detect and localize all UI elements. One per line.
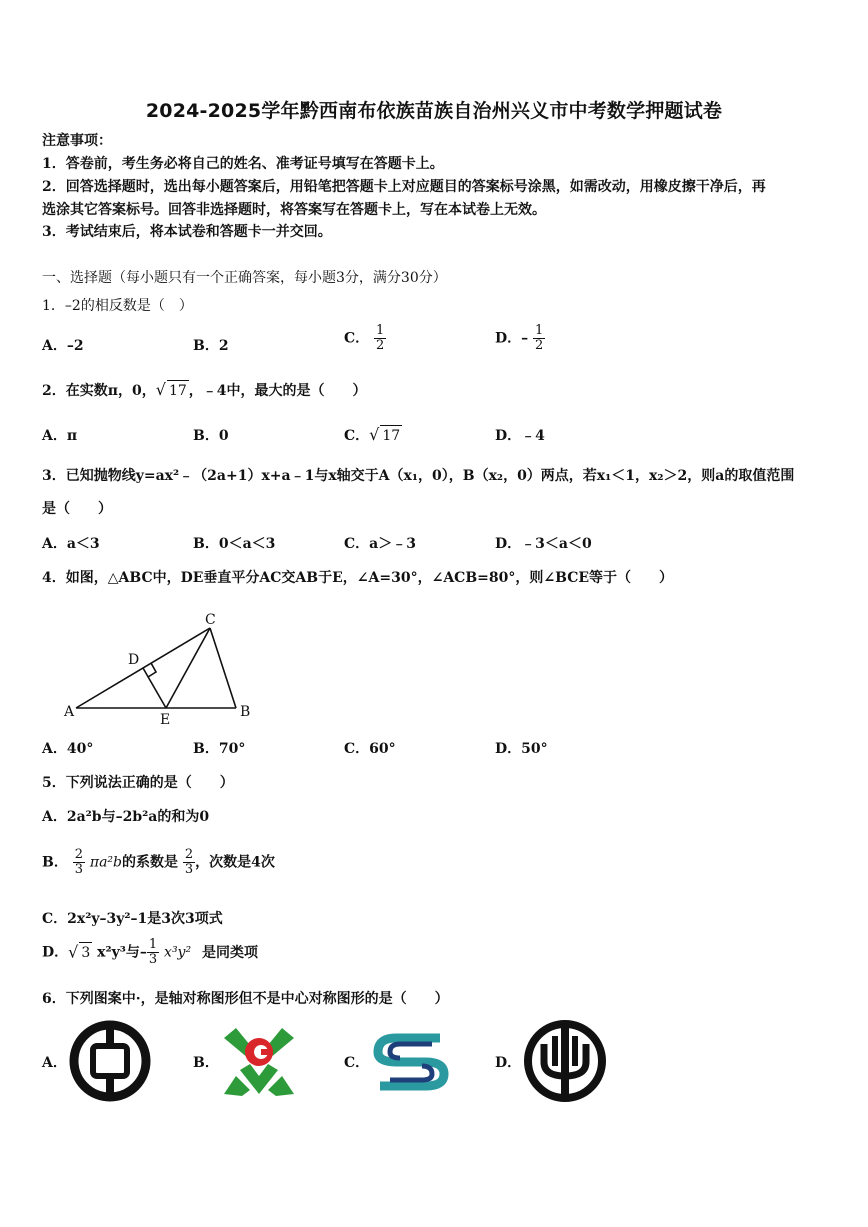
q2-option-a: A．π (42, 428, 78, 444)
q5-b-num2: 2 (184, 847, 194, 862)
q5-b-fraction (73, 848, 85, 877)
q2-option-d: D．﹣4 (495, 428, 545, 444)
q4-option-c: C．60° (344, 741, 396, 757)
triangle-figure (60, 608, 260, 728)
q5-b-expr: πa²b (89, 854, 122, 871)
q2-option-c (344, 425, 402, 446)
q5-d-label: D． (42, 944, 69, 961)
q1-option-c (344, 324, 386, 353)
q1-c-label: C． (344, 330, 370, 347)
label-c: C (205, 612, 216, 628)
q1-c-num: 1 (376, 323, 385, 338)
q1-option-b: B．2 (193, 338, 229, 354)
q1-d-label: D．– (495, 330, 529, 347)
agricultural-bank-logo (522, 1018, 608, 1104)
radical-sign: √ (155, 380, 166, 399)
q5-b-num: 2 (74, 847, 83, 862)
q3-option-a: A．a＜3 (42, 536, 100, 552)
page-title: 2024-2025学年黔西南布依族苗族自治州兴义市中考数学押题试卷 (145, 100, 723, 122)
notes-item-2a: 2．回答选择题时，选出每小题答案后，用铅笔把答题卡上对应题目的答案标号涂黑，如需改动，用橡皮擦干净后，再 (42, 179, 766, 195)
q2-stem (42, 380, 367, 401)
q5-b-den2: 3 (184, 862, 194, 877)
q1-c-den: 2 (376, 338, 385, 353)
q2-stem-a: 2．在实数π，0， (42, 383, 156, 399)
q6-option-b-label: B． (193, 1055, 219, 1071)
q5-option-c: C．2x²y–3y²–1是3次3项式 (42, 911, 223, 927)
q4-option-d: D．50° (495, 741, 548, 757)
q5-d-num: 1 (148, 937, 158, 952)
q5-b-tail: ，次数是4次 (195, 854, 275, 871)
q1-d-num: 1 (535, 323, 544, 338)
q6-option-c-label: C． (344, 1055, 370, 1071)
notes-item-2b: 选涂其它答案标号。回答非选择题时，将答案写在答题卡上，写在本试卷上无效。 (42, 202, 546, 218)
q1-option-d (495, 324, 545, 353)
q3-option-c: C．a＞﹣3 (344, 536, 416, 552)
q2-option-b: B．0 (193, 428, 229, 444)
q5-d-den: 3 (148, 952, 158, 967)
cmb-bank-logo (370, 1028, 452, 1094)
q5-d-expr: x³y² (164, 944, 192, 961)
label-e: E (160, 712, 171, 728)
q3-stem-line1: 3．已知抛物线y=ax²﹣（2a+1）x+a﹣1与x轴交于A（x₁，0），B（x₂，0）两点，若x₁＜1，x₂＞2，则a的取值范围 (42, 468, 795, 484)
segment-ce (166, 628, 210, 708)
notes-heading: 注意事项： (42, 133, 112, 149)
notes-item-1: 1．答卷前，考生务必将自己的姓名、准考证号填写在答题卡上。 (42, 156, 444, 172)
segment-cb (210, 628, 236, 708)
q1-stem: 1．–2的相反数是（ ） (42, 298, 193, 314)
q5-b-label: B． (42, 854, 68, 871)
label-b: B (240, 704, 251, 720)
bank-of-china-logo (67, 1018, 153, 1104)
q1-option-a: A．–2 (42, 338, 84, 354)
q5-d-tail: 是同类项 (201, 944, 258, 961)
q6-option-a-label: A． (42, 1055, 67, 1071)
q3-option-d: D．﹣3＜a＜0 (495, 536, 592, 552)
q5-d-mid: x²y³与– (97, 944, 147, 961)
q5-d-radicand: 3 (79, 942, 92, 963)
q4-option-b: B．70° (193, 741, 246, 757)
q1-d-den: 2 (535, 338, 544, 353)
radical-sign: √ (369, 425, 380, 444)
q5-b-den: 3 (74, 862, 83, 877)
q5-option-a: A．2a²b与–2b²a的和为0 (42, 809, 210, 825)
label-a: A (64, 704, 75, 720)
q1-c-fraction (374, 324, 386, 353)
label-d: D (128, 652, 140, 668)
q3-option-b: B．0＜a＜3 (193, 536, 276, 552)
q2-c-radicand: 17 (380, 425, 402, 446)
radical-sign: √ (68, 942, 79, 962)
q5-b-mid: 的系数是 (122, 854, 178, 871)
segment-de (143, 668, 166, 708)
q3-stem-line2: 是（ ） (42, 501, 112, 517)
q5-stem: 5．下列说法正确的是（ ） (42, 775, 234, 791)
q5-d-fraction (147, 938, 159, 967)
q4-option-a: A．40° (42, 741, 94, 757)
q5-b-fraction-2 (183, 848, 195, 877)
q4-stem: 4．如图，△ABC中，DE垂直平分AC交AB于E，∠A=30°，∠ACB=80°，则∠BCE等于（ ） (42, 570, 674, 586)
notes-item-3: 3．考试结束后，将本试卷和答题卡一并交回。 (42, 224, 332, 240)
q5-option-d (42, 938, 258, 967)
q6-option-d-label: D． (495, 1055, 522, 1071)
q5-option-b (42, 848, 275, 877)
q1-d-fraction (533, 324, 545, 353)
q6-stem: 6．下列图案中·，是轴对称图形但不是中心对称图形的是（ ） (42, 991, 449, 1007)
q2-c-label: C． (344, 428, 370, 444)
section-heading: 一、选择题（每小题只有一个正确答案，每小题3分，满分30分） (42, 270, 447, 286)
rural-credit-logo (220, 1024, 298, 1098)
q2-stem-b: ，﹣4中，最大的是（ ） (188, 383, 367, 399)
q2-stem-radicand: 17 (167, 380, 189, 401)
